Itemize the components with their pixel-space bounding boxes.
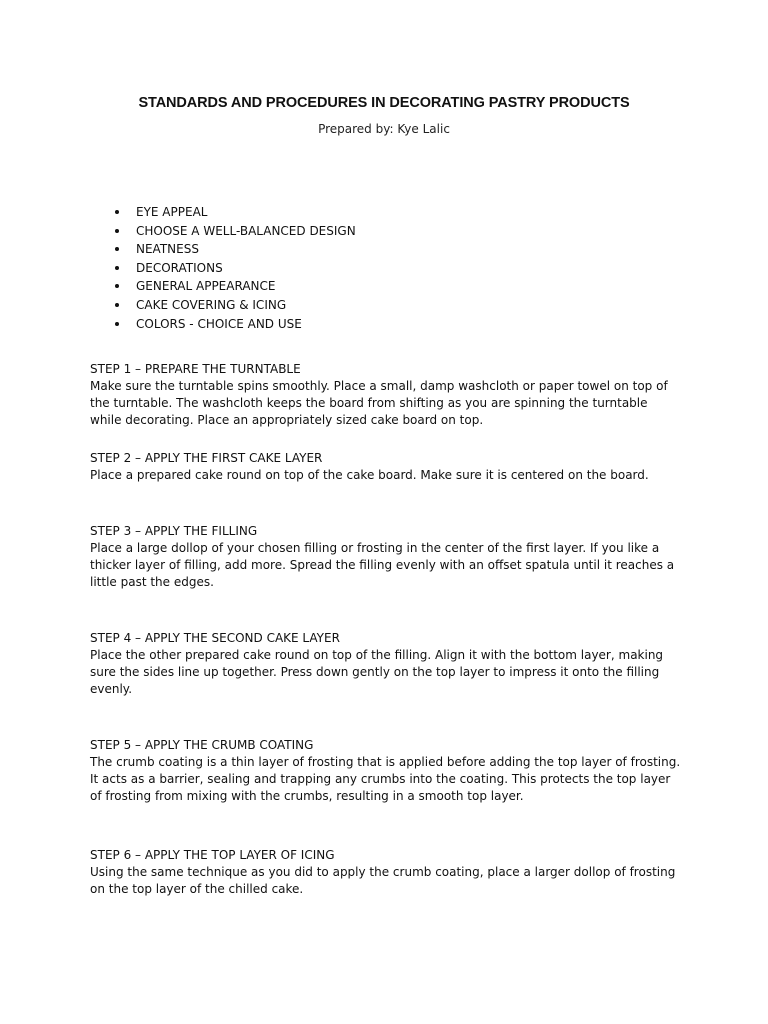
bullet-icon bbox=[115, 229, 119, 233]
list-item-label: CAKE COVERING & ICING bbox=[136, 297, 287, 312]
step-body: Place the other prepared cake round on top of the filling. Align it with the bottom layer, making sure the sides line up together. Press down gently on the top layer to impress it onto the filling evenly. bbox=[90, 648, 664, 696]
step-6 bbox=[90, 847, 682, 898]
step-3 bbox=[90, 523, 682, 591]
list-item-label: COLORS - CHOICE AND USE bbox=[136, 316, 302, 331]
prepared-by: Prepared by: Kye Lalic bbox=[318, 122, 450, 136]
step-1 bbox=[90, 361, 682, 429]
list-item bbox=[113, 315, 356, 334]
step-heading: STEP 4 – APPLY THE SECOND CAKE LAYER bbox=[90, 631, 340, 645]
list-item bbox=[113, 296, 356, 315]
document-title: STANDARDS AND PROCEDURES IN DECORATING PASTRY PRODUCTS bbox=[138, 95, 630, 111]
list-item-label: DECORATIONS bbox=[136, 260, 223, 275]
step-heading: STEP 5 – APPLY THE CRUMB COATING bbox=[90, 738, 314, 752]
list-item-label: GENERAL APPEARANCE bbox=[136, 279, 276, 294]
step-heading: STEP 1 – PREPARE THE TURNTABLE bbox=[90, 362, 301, 376]
step-heading: STEP 3 – APPLY THE FILLING bbox=[90, 524, 258, 538]
bullet-icon bbox=[115, 284, 119, 288]
list-item bbox=[113, 277, 356, 296]
step-body: The crumb coating is a thin layer of frosting that is applied before adding the top layer of frosting. It acts as a barrier, sealing and trapping any crumbs into the coating. This protects the top layer of frosting from mixing with the crumbs, resulting in a smooth top layer. bbox=[90, 755, 681, 803]
bullet-icon bbox=[115, 266, 119, 270]
bullet-icon bbox=[115, 322, 119, 326]
step-body: Place a prepared cake round on top of the cake board. Make sure it is centered on the board. bbox=[90, 468, 649, 482]
step-heading: STEP 2 – APPLY THE FIRST CAKE LAYER bbox=[90, 451, 323, 465]
step-body: Using the same technique as you did to apply the crumb coating, place a larger dollop of frosting on the top layer of the chilled cake. bbox=[90, 865, 676, 896]
list-item bbox=[113, 259, 356, 278]
list-item bbox=[113, 222, 356, 241]
step-5 bbox=[90, 737, 682, 805]
list-item-label: CHOOSE A WELL-BALANCED DESIGN bbox=[136, 223, 356, 238]
bullet-icon bbox=[115, 303, 119, 307]
list-item bbox=[113, 240, 356, 259]
step-body: Make sure the turntable spins smoothly. Place a small, damp washcloth or paper towel on top of the turntable. The washcloth keeps the board from shifting as you are spinning the turntable while decorating. Place an appropriately sized cake board on top. bbox=[90, 379, 668, 427]
step-body: Place a large dollop of your chosen filling or frosting in the center of the first layer. If you like a thicker layer of filling, add more. Spread the filling evenly with an offset spatula until it reaches a little past the edges. bbox=[90, 541, 675, 589]
standards-list bbox=[113, 203, 356, 333]
step-2 bbox=[90, 450, 682, 484]
step-4 bbox=[90, 630, 682, 698]
list-item-label: EYE APPEAL bbox=[136, 205, 208, 219]
list-item bbox=[113, 203, 356, 222]
step-heading: STEP 6 – APPLY THE TOP LAYER OF ICING bbox=[90, 848, 335, 862]
bullet-icon bbox=[115, 247, 119, 251]
list-item-label: NEATNESS bbox=[136, 242, 199, 257]
bullet-icon bbox=[115, 210, 119, 214]
